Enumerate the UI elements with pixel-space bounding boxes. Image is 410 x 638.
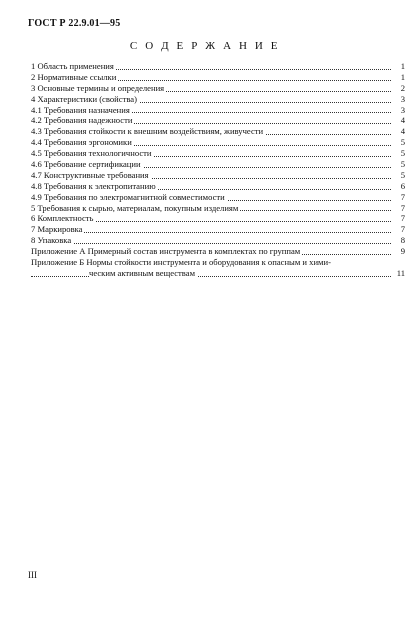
- toc-entry-page: 4: [400, 115, 405, 126]
- toc-entry-text: ческим активным веществам: [89, 267, 196, 278]
- toc-entry-page: 8: [400, 235, 405, 246]
- toc-entry[interactable]: [31, 83, 405, 94]
- dot-leader: [31, 232, 391, 233]
- toc-entry-page: 1: [400, 71, 405, 82]
- dot-leader: [31, 276, 391, 277]
- toc-entry[interactable]: [31, 126, 405, 137]
- toc-entry-text: 4.2 Требования надежности: [31, 115, 133, 126]
- toc-entry-page: 5: [400, 159, 405, 170]
- toc-entry-page: 3: [400, 104, 405, 115]
- toc-entry-text: 3 Основные термины и определения: [31, 82, 165, 93]
- document-code: ГОСТ Р 22.9.01—95: [28, 18, 121, 29]
- toc-entry[interactable]: [31, 268, 405, 279]
- toc-entry[interactable]: [31, 246, 405, 257]
- toc-entry[interactable]: [31, 203, 405, 214]
- toc-entry-text: 2 Нормативные ссылки: [31, 71, 117, 82]
- toc-entry[interactable]: [31, 94, 405, 105]
- toc-entry-text: 4.4 Требования эргономики: [31, 137, 132, 148]
- toc-entry-page: 2: [400, 82, 405, 93]
- toc-entry-text: 4.5 Требования технологичности: [31, 148, 152, 159]
- toc-entry-text: 4.1 Требования назначения: [31, 104, 130, 115]
- toc-entry[interactable]: [31, 159, 405, 170]
- toc-entry-text: 4.7 Конструктивные требования: [31, 169, 149, 180]
- toc-entry-page: 7: [400, 202, 405, 213]
- page-title: С О Д Е Р Ж А Н И Е: [129, 40, 281, 52]
- toc-entry-page: 7: [400, 191, 405, 202]
- toc-entry-page: 3: [400, 93, 405, 104]
- toc-entry[interactable]: [31, 257, 405, 268]
- toc-entry-text: 1 Область применения: [31, 61, 114, 71]
- toc-entry-text: 6 Комплектность: [31, 213, 94, 224]
- toc-entry-text: 4.3 Требования стойкости к внешним воздействиям, живучести: [31, 126, 264, 137]
- table-of-contents: [31, 61, 405, 279]
- toc-entry-text: 4.8 Требования к электропитанию: [31, 180, 156, 191]
- toc-entry[interactable]: [31, 235, 405, 246]
- toc-entry-page: 4: [400, 126, 405, 137]
- toc-entry-page: 9: [400, 246, 405, 257]
- toc-entry[interactable]: [31, 115, 405, 126]
- toc-entry-page: 6: [400, 180, 405, 191]
- toc-entry-page: 1: [400, 61, 405, 71]
- toc-entry-text: Приложение Б Нормы стойкости инструмента и оборудования к опасным и хими-: [31, 257, 331, 268]
- toc-entry[interactable]: [31, 105, 405, 116]
- toc-entry[interactable]: [31, 181, 405, 192]
- toc-entry[interactable]: [31, 61, 405, 72]
- toc-entry[interactable]: [31, 192, 405, 203]
- toc-entry-page: 11: [396, 267, 405, 278]
- toc-entry-text: 7 Маркировка: [31, 224, 83, 235]
- toc-entry-text: Приложение А Примерный состав инструмента в комплектах по группам: [31, 246, 301, 257]
- page-number: III: [28, 570, 37, 580]
- toc-entry-page: 5: [400, 148, 405, 159]
- toc-entry-text: 4.6 Требование сертификации: [31, 159, 141, 170]
- toc-entry-text: 4 Характеристики (свойства): [31, 93, 137, 104]
- toc-entry-page: 7: [400, 224, 405, 235]
- toc-entry[interactable]: [31, 213, 405, 224]
- toc-entry[interactable]: [31, 224, 405, 235]
- toc-entry-page: 5: [400, 169, 405, 180]
- toc-entry-page: 7: [400, 213, 405, 224]
- toc-entry-page: 5: [400, 137, 405, 148]
- toc-entry[interactable]: [31, 72, 405, 83]
- toc-entry-text: 4.9 Требования по электромагнитной совместимости: [31, 191, 225, 202]
- toc-entry[interactable]: [31, 170, 405, 181]
- toc-entry-text: 8 Упаковка: [31, 235, 72, 246]
- dot-leader: [31, 243, 391, 244]
- toc-entry-text: 5 Требования к сырью, материалам, покупным изделиям: [31, 202, 239, 213]
- toc-entry[interactable]: [31, 137, 405, 148]
- toc-entry[interactable]: [31, 148, 405, 159]
